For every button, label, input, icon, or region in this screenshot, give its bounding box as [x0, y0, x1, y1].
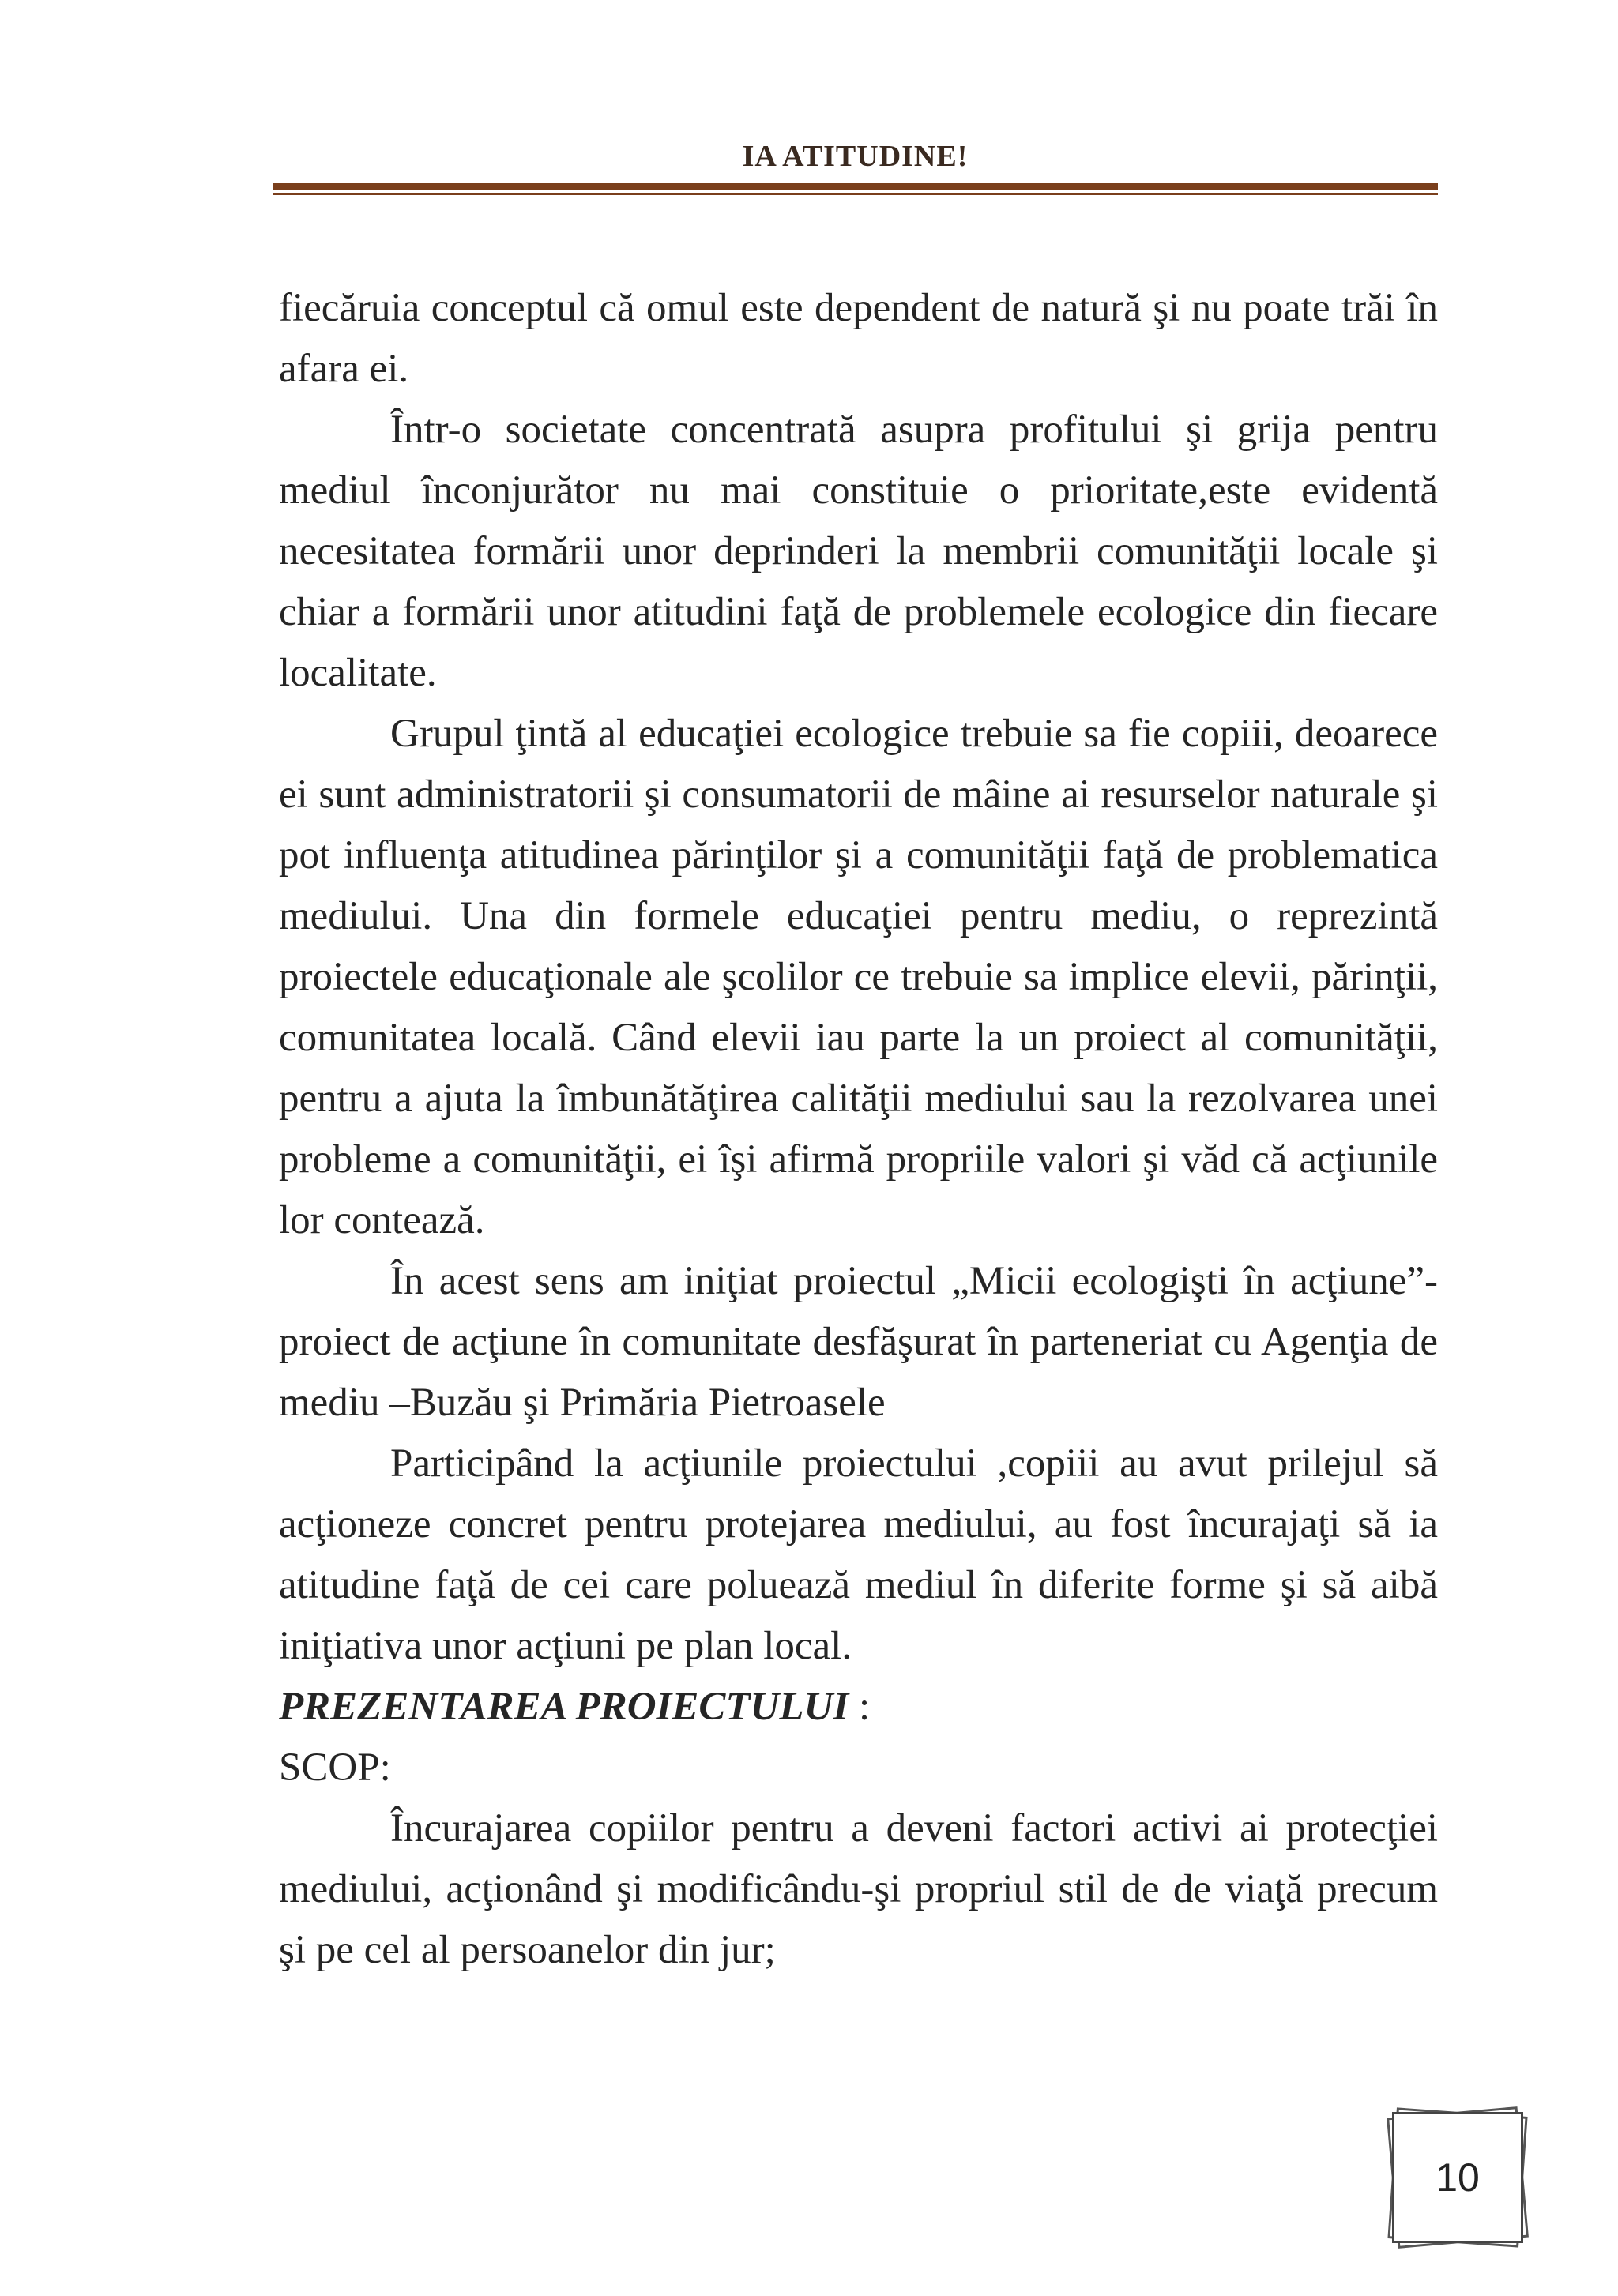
page-body: [279, 278, 1438, 1981]
section-paragraph: Încurajarea copiilor pentru a deveni factori activi ai protecţiei mediului, acţionând şi modificându-şi propriul stil de de viaţă precum şi pe cel al persoanelor din jur;: [279, 1806, 1438, 1972]
section-heading: PREZENTAREA PROIECTULUI: [279, 1685, 849, 1729]
page-number: 10: [1436, 2155, 1480, 2200]
body-paragraph-4: În acest sens am iniţiat proiectul „Micii ecologişti în acţiune”-proiect de acţiune în comunitate desfăşurat în parteneriat cu Agenţia de mediu –Buzău şi Primăria Pietroasele: [279, 1259, 1438, 1425]
running-header: IA ATITUDINE!: [742, 140, 969, 173]
section-heading-suffix: :: [849, 1685, 871, 1729]
body-paragraph-3: Grupul ţintă al educaţiei ecologice trebuie sa fie copiii, deoarece ei sunt administratorii şi consumatorii de mâine ai resurselor naturale şi pot influenţa atitudinea părinţilor şi a comunităţii faţă de problematica mediului. Una din formele educaţiei pentru mediu, o reprezintă proiectele educaţionale ale şcolilor ce trebuie sa implice elevii, părinţii, comunitatea locală. Când elevii iau parte la un proiect al comunităţii, pentru a ajuta la îmbunătăţirea calităţii mediului sau la rezolvarea unei probleme a comunităţii, ei îşi afirmă propriile valori şi văd că acţiunile lor contează.: [279, 712, 1438, 1242]
body-paragraph-5: Participând la acţiunile proiectului ,copiii au avut prilejul să acţioneze concret pentru protejarea mediului, au fost încurajaţi să ia atitudine faţă de cei care poluează mediul în diferite forme şi să aibă iniţiativa unor acţiuni pe plan local.: [279, 1441, 1438, 1668]
body-paragraph-2: Într-o societate concentrată asupra profitului şi grija pentru mediul înconjurător nu mai constituie o prioritate,este evidentă necesitatea formării unor deprinderi la membrii comunităţii locale şi chiar a formării unor atitudini faţă de problemele ecologice din fiecare localitate.: [279, 408, 1438, 695]
header-rule-thick: [273, 183, 1438, 190]
section-subheading: SCOP:: [279, 1745, 391, 1790]
page-number-badge: [1384, 2104, 1534, 2254]
body-paragraph-1: fiecăruia conceptul că omul este dependent de natură şi nu poate trăi în afara ei.: [279, 286, 1438, 391]
section-heading-line: [279, 1677, 1438, 1738]
header-rule-thin: [273, 193, 1438, 195]
